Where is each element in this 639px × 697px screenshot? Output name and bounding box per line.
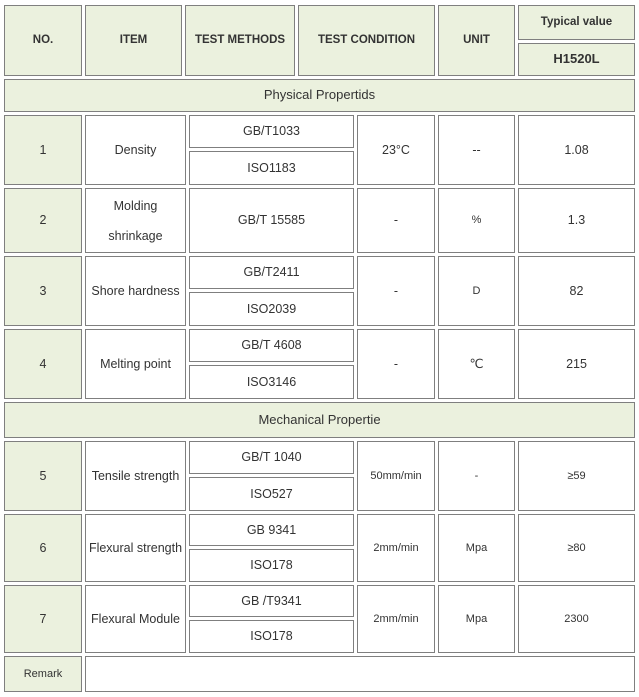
- row-7-method-iso: ISO178: [189, 620, 354, 653]
- header-test-methods: TEST METHODS: [185, 5, 295, 76]
- row-2-item: [85, 188, 186, 253]
- row-3-condition: -: [357, 256, 435, 326]
- row-7-unit: Mpa: [438, 585, 515, 653]
- header-item: ITEM: [85, 5, 182, 76]
- row-2-unit: %: [438, 188, 515, 253]
- row-4-method-iso: ISO3146: [189, 365, 354, 399]
- header-grade: H1520L: [518, 43, 635, 76]
- remark-value: [85, 656, 635, 692]
- row-5-method-iso: ISO527: [189, 477, 354, 511]
- header-test-condition: TEST CONDITION: [298, 5, 435, 76]
- row-6-value: ≥80: [518, 514, 635, 582]
- row-4-value: 215: [518, 329, 635, 399]
- row-4-unit: ℃: [438, 329, 515, 399]
- row-1-method-gb: GB/T1033: [189, 115, 354, 148]
- row-7-item: Flexural Module: [85, 585, 186, 653]
- row-2-method-gb: GB/T 15585: [189, 188, 354, 253]
- row-3-item: Shore hardness: [85, 256, 186, 326]
- row-5-no: 5: [4, 441, 82, 511]
- row-1-unit: --: [438, 115, 515, 185]
- row-2-no: 2: [4, 188, 82, 253]
- row-3-method-iso: ISO2039: [189, 292, 354, 326]
- row-3-value: 82: [518, 256, 635, 326]
- row-2-condition: -: [357, 188, 435, 253]
- row-5-value: ≥59: [518, 441, 635, 511]
- row-4-no: 4: [4, 329, 82, 399]
- row-1-condition: 23°C: [357, 115, 435, 185]
- row-6-condition: 2mm/min: [357, 514, 435, 582]
- row-2-value: 1.3: [518, 188, 635, 253]
- header-no: NO.: [4, 5, 82, 76]
- row-2-item-line-2: shrinkage: [108, 228, 163, 243]
- header-typical-value: Typical value: [518, 5, 635, 40]
- section-physical-properties: Physical Propertids: [4, 79, 635, 112]
- row-1-item: Density: [85, 115, 186, 185]
- section-mechanical-properties: Mechanical Propertie: [4, 402, 635, 438]
- row-4-item: Melting point: [85, 329, 186, 399]
- row-6-unit: Mpa: [438, 514, 515, 582]
- row-6-no: 6: [4, 514, 82, 582]
- row-5-item: Tensile strength: [85, 441, 186, 511]
- row-6-item: Flexural strength: [85, 514, 186, 582]
- row-4-condition: -: [357, 329, 435, 399]
- row-3-no: 3: [4, 256, 82, 326]
- row-5-unit: -: [438, 441, 515, 511]
- row-7-value: 2300: [518, 585, 635, 653]
- row-5-method-gb: GB/T 1040: [189, 441, 354, 474]
- remark-label: Remark: [4, 656, 82, 692]
- row-1-method-iso: ISO1183: [189, 151, 354, 185]
- row-1-value: 1.08: [518, 115, 635, 185]
- row-6-method-iso: ISO178: [189, 549, 354, 582]
- row-7-method-gb: GB /T9341: [189, 585, 354, 617]
- row-2-item-line-1: Molding: [113, 198, 158, 213]
- row-3-method-gb: GB/T2411: [189, 256, 354, 289]
- row-7-no: 7: [4, 585, 82, 653]
- row-7-condition: 2mm/min: [357, 585, 435, 653]
- row-6-method-gb: GB 9341: [189, 514, 354, 546]
- row-4-method-gb: GB/T 4608: [189, 329, 354, 362]
- row-3-unit: D: [438, 256, 515, 326]
- header-unit: UNIT: [438, 5, 515, 76]
- row-1-no: 1: [4, 115, 82, 185]
- row-5-condition: 50mm/min: [357, 441, 435, 511]
